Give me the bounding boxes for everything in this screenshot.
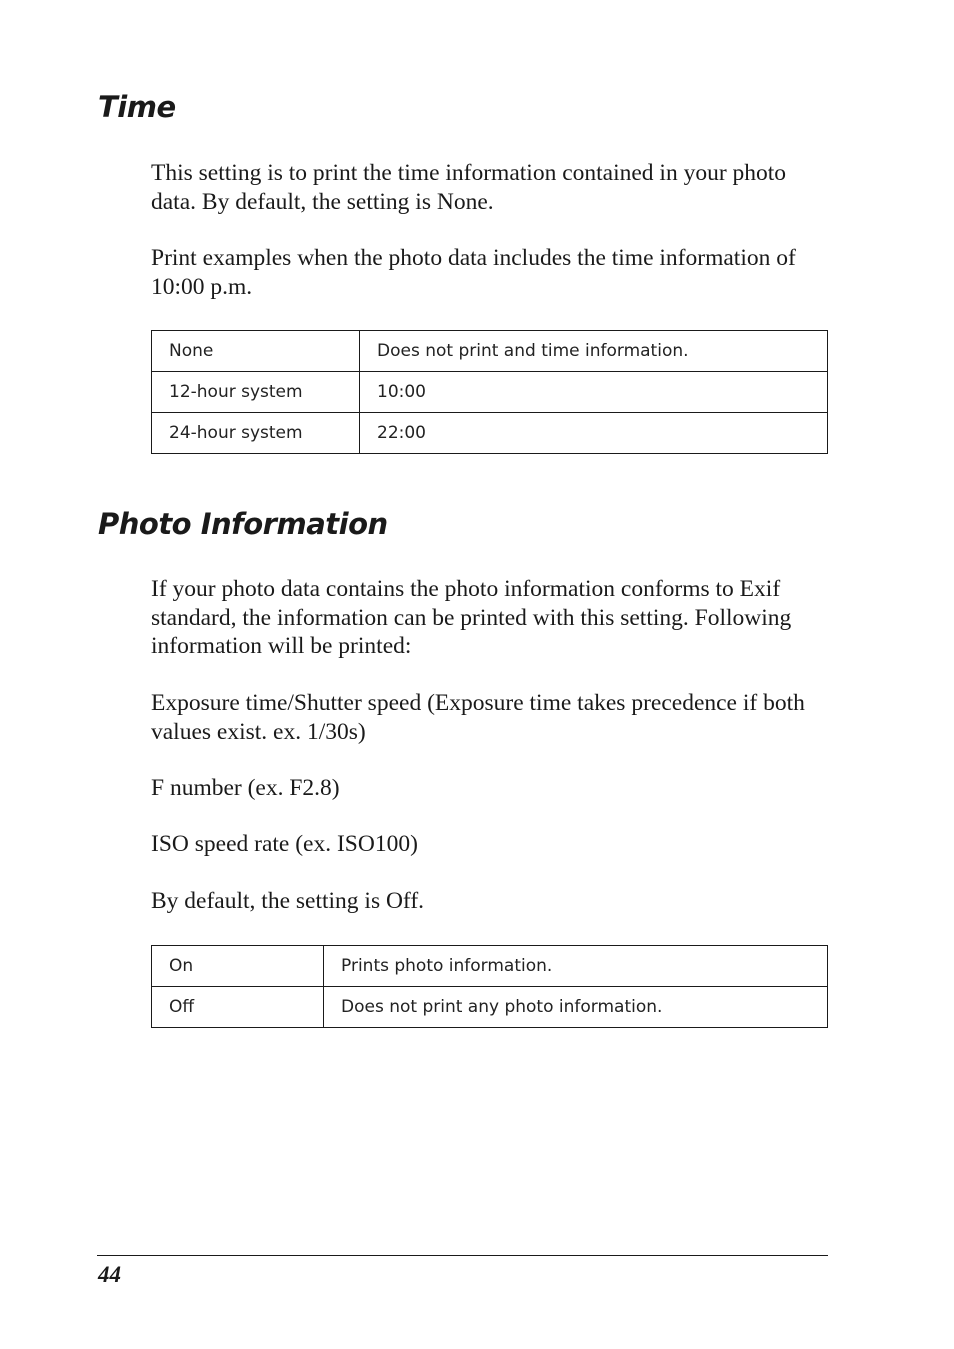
- photo-info-options-table: [151, 945, 828, 1028]
- time-example-paragraph: Print examples when the photo data includes the time information of 10:00 p.m.: [151, 245, 796, 300]
- description-cell: Does not print and time information.: [360, 331, 828, 372]
- table-row: [152, 331, 828, 372]
- photo-info-fnumber-paragraph: F number (ex. F2.8): [151, 775, 340, 801]
- option-cell: 24-hour system: [152, 413, 360, 454]
- photo-info-exposure-paragraph: Exposure time/Shutter speed (Exposure time takes precedence if both values exist. ex. 1/30s): [151, 690, 805, 745]
- description-cell: 22:00: [360, 413, 828, 454]
- table-row: [152, 987, 828, 1028]
- time-intro-paragraph: This setting is to print the time information contained in your photo data. By default, the setting is None.: [151, 160, 787, 215]
- section-heading-time: Time: [98, 90, 176, 124]
- option-cell: On: [152, 946, 324, 987]
- description-cell: 10:00: [360, 372, 828, 413]
- section-heading-photo-information: Photo Information: [98, 507, 388, 541]
- option-cell: None: [152, 331, 360, 372]
- table-row: [152, 413, 828, 454]
- option-cell: Off: [152, 987, 324, 1028]
- description-cell: Does not print any photo information.: [324, 987, 828, 1028]
- table-row: [152, 372, 828, 413]
- description-cell: Prints photo information.: [324, 946, 828, 987]
- photo-info-intro-paragraph: If your photo data contains the photo information conforms to Exif standard, the information can be printed with this setting. Following information will be printed:: [151, 576, 792, 659]
- table-row: [152, 946, 828, 987]
- time-options-table: [151, 330, 828, 454]
- option-cell: 12-hour system: [152, 372, 360, 413]
- photo-info-default-paragraph: By default, the setting is Off.: [151, 888, 425, 914]
- page-number: 44: [98, 1262, 121, 1287]
- footer-divider: [97, 1255, 828, 1256]
- photo-info-iso-paragraph: ISO speed rate (ex. ISO100): [151, 831, 418, 857]
